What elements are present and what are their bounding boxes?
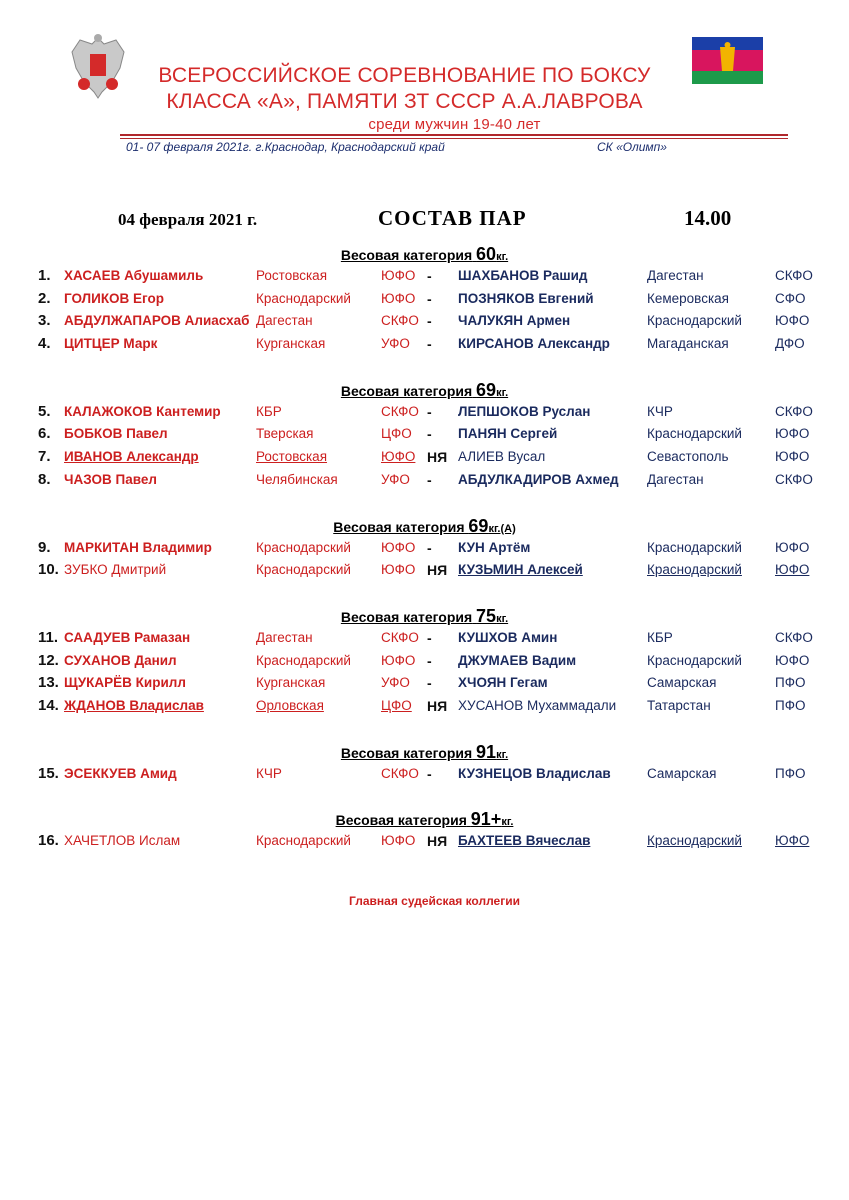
left-boxer-district: ЮФО [381, 290, 416, 306]
right-boxer-district: СКФО [775, 268, 813, 283]
category-header [0, 515, 849, 537]
left-boxer-name: АБДУЛЖАПАРОВ Алиасхаб [64, 313, 250, 329]
category-unit: кг. [496, 386, 509, 399]
bout-separator: НЯ [427, 697, 448, 714]
right-boxer-name: КУЗЬМИН Алексей [458, 562, 583, 578]
left-boxer-district: УФО [381, 471, 410, 487]
right-boxer-region: КЧР [647, 403, 673, 419]
bout-number: 16. [38, 832, 59, 850]
doc-title: СОСТАВ ПАР [378, 206, 527, 230]
bout-separator: НЯ [427, 449, 448, 466]
left-boxer-name: ГОЛИКОВ Егор [64, 290, 164, 306]
category-weight: 69 [468, 515, 489, 536]
category-header [0, 741, 849, 763]
right-boxer-district: ЮФО [775, 833, 810, 849]
left-boxer-district: СКФО [381, 313, 419, 329]
bout-separator: - [427, 675, 432, 692]
bout-number: 1. [38, 267, 51, 284]
venue: СК «Олимп» [597, 140, 667, 154]
right-boxer-district: ЮФО [775, 313, 810, 329]
right-boxer-name: АБДУЛКАДИРОВ Ахмед [458, 471, 619, 487]
bout-row [0, 401, 849, 424]
right-boxer-region: Дагестан [647, 268, 704, 283]
bout-row [0, 830, 849, 853]
left-boxer-name: ХАЧЕТЛОВ Ислам [64, 833, 181, 849]
bout-number: 8. [38, 470, 51, 488]
bout-row [0, 627, 849, 650]
right-boxer-name: ПАНЯН Сергей [458, 426, 558, 442]
right-boxer-region: Краснодарский [647, 562, 742, 578]
bout-separator: НЯ [427, 833, 448, 850]
category-unit: кг. [496, 612, 509, 625]
bout-separator: - [427, 336, 432, 353]
bout-number: 4. [38, 335, 51, 353]
bout-row [0, 763, 849, 786]
right-boxer-name: АЛИЕВ Вусал [458, 449, 546, 465]
category-unit: кг. [501, 816, 514, 829]
bout-separator: - [427, 290, 432, 307]
left-boxer-district: УФО [381, 336, 410, 352]
left-boxer-region: Ростовская [256, 449, 328, 465]
bout-separator: - [427, 268, 432, 284]
right-boxer-region: Краснодарский [647, 313, 742, 329]
right-boxer-district: ПФО [775, 675, 806, 691]
category-weight: 91 [476, 741, 497, 762]
right-boxer-region: Кемеровская [647, 290, 729, 306]
right-boxer-name: КИРСАНОВ Александр [458, 336, 610, 352]
category-header [0, 605, 849, 627]
right-boxer-name: ПОЗНЯКОВ Евгений [458, 290, 594, 306]
category-weight: 60 [476, 244, 497, 264]
bout-separator: - [427, 539, 432, 556]
category-label: Весовая категория [333, 518, 465, 535]
left-boxer-district: СКФО [381, 403, 419, 419]
left-boxer-name: ЭСЕККУЕВ Амид [64, 765, 177, 781]
bout-separator: - [427, 765, 432, 782]
category-unit: кг. [496, 748, 509, 761]
bout-row [0, 288, 849, 311]
right-boxer-name: ЛЕПШОКОВ Руслан [458, 403, 591, 419]
bout-row [0, 310, 849, 333]
left-boxer-region: Дагестан [256, 313, 313, 329]
category-label: Весовая категория [340, 247, 473, 263]
bout-row [0, 695, 849, 718]
left-boxer-district: СКФО [381, 629, 419, 645]
right-boxer-region: Краснодарский [647, 652, 742, 668]
right-boxer-name: ЧАЛУКЯН Армен [458, 313, 571, 329]
left-boxer-region: КЧР [256, 765, 282, 781]
bout-number: 9. [38, 538, 51, 556]
left-boxer-name: МАРКИТАН Владимир [64, 539, 212, 555]
left-boxer-region: Краснодарский [256, 290, 351, 306]
divider [120, 138, 788, 139]
left-boxer-district: УФО [381, 675, 410, 691]
bouts-list [0, 243, 849, 853]
category-header [0, 808, 849, 830]
bout-number: 14. [38, 696, 59, 714]
category-label: Весовая категория [340, 608, 473, 625]
right-boxer-district: СКФО [775, 471, 813, 487]
right-boxer-district: ДФО [775, 336, 805, 352]
left-boxer-region: Краснодарский [256, 652, 351, 668]
bout-row [0, 446, 849, 469]
bout-row [0, 333, 849, 356]
bout-number: 12. [38, 651, 59, 669]
bout-separator: - [427, 471, 432, 488]
left-boxer-name: БОБКОВ Павел [64, 426, 168, 442]
left-boxer-name: ЗУБКО Дмитрий [64, 562, 167, 578]
category-label: Весовая категория [340, 382, 473, 399]
left-boxer-district: ЦФО [381, 426, 412, 442]
right-boxer-name: КУЗНЕЦОВ Владислав [458, 765, 611, 781]
left-boxer-name: ЩУКАРЁВ Кирилл [64, 675, 186, 691]
left-boxer-district: СКФО [381, 765, 419, 781]
left-boxer-region: КБР [256, 403, 282, 419]
bout-number: 11. [38, 628, 59, 646]
left-boxer-district: ЮФО [381, 652, 416, 668]
bout-separator: - [427, 313, 432, 330]
right-boxer-district: СКФО [775, 629, 813, 645]
right-boxer-name: ШАХБАНОВ Рашид [458, 268, 588, 283]
right-boxer-region: Краснодарский [647, 539, 742, 555]
right-boxer-district: СФО [775, 290, 806, 306]
category-title [340, 379, 509, 400]
left-boxer-name: ХАСАЕВ Абушамиль [64, 268, 204, 283]
right-boxer-name: КУШХОВ Амин [458, 629, 558, 645]
left-boxer-region: Дагестан [256, 629, 313, 645]
bout-separator: - [427, 403, 432, 420]
bout-separator: - [427, 652, 432, 669]
category-unit: кг.(А) [488, 522, 516, 535]
dates-location: 01- 07 февраля 2021г. г.Краснодар, Краснодарский край [126, 140, 445, 154]
right-boxer-name: ДЖУМАЕВ Вадим [458, 652, 577, 668]
category-title [333, 515, 516, 536]
left-boxer-region: Краснодарский [256, 833, 351, 849]
bout-separator: - [427, 426, 432, 443]
right-boxer-region: КБР [647, 629, 673, 645]
bout-separator: - [427, 629, 432, 646]
left-boxer-region: Орловская [256, 697, 324, 713]
category-title [340, 741, 509, 762]
bout-number: 3. [38, 312, 51, 330]
left-boxer-district: ЮФО [381, 539, 416, 555]
bout-row [0, 559, 849, 582]
left-boxer-region: Челябинская [256, 471, 338, 487]
category-weight: 91+ [470, 809, 502, 830]
bout-number: 5. [38, 402, 51, 420]
bout-number: 2. [38, 289, 51, 307]
bout-number: 7. [38, 448, 51, 466]
left-boxer-name: КАЛАЖОКОВ Кантемир [64, 403, 221, 419]
right-boxer-region: Краснодарский [647, 833, 742, 849]
right-boxer-region: Краснодарский [647, 426, 742, 442]
left-boxer-name: ЖДАНОВ Владислав [64, 697, 204, 713]
left-boxer-district: ЮФО [381, 268, 416, 283]
category-title [335, 809, 514, 830]
left-boxer-name: СААДУЕВ Рамазан [64, 629, 191, 645]
bout-separator: НЯ [427, 562, 448, 579]
footer-signature: Главная судейская коллегии [349, 894, 520, 908]
title-line-1: ВСЕРОССИЙСКОЕ СОРЕВНОВАНИЕ ПО БОКСУ [158, 64, 651, 87]
right-boxer-name: КУН Артём [458, 539, 531, 555]
bout-row [0, 265, 849, 288]
left-boxer-name: СУХАНОВ Данил [64, 652, 177, 668]
right-boxer-region: Самарская [647, 765, 717, 781]
left-boxer-district: ЮФО [381, 833, 416, 849]
left-boxer-region: Тверская [256, 426, 314, 442]
right-boxer-district: ЮФО [775, 562, 810, 578]
left-boxer-region: Ростовская [256, 268, 328, 283]
right-boxer-district: ПФО [775, 697, 806, 713]
category-header [0, 243, 849, 265]
left-boxer-region: Краснодарский [256, 539, 351, 555]
left-boxer-name: ЧАЗОВ Павел [64, 471, 157, 487]
right-boxer-district: ЮФО [775, 426, 810, 442]
category-weight: 75 [476, 605, 497, 626]
doc-date: 04 февраля 2021 г. [118, 210, 258, 229]
left-boxer-region: Краснодарский [256, 562, 351, 578]
category-weight: 69 [476, 379, 497, 400]
left-boxer-district: ЮФО [381, 562, 416, 578]
right-boxer-region: Дагестан [647, 471, 704, 487]
category-unit: кг. [496, 251, 509, 263]
category-label: Весовая категория [335, 812, 467, 829]
right-boxer-name: ХЧОЯН Гегам [458, 675, 548, 691]
right-boxer-district: ЮФО [775, 539, 810, 555]
right-boxer-district: ПФО [775, 765, 806, 781]
left-boxer-district: ЮФО [381, 449, 416, 465]
right-boxer-district: ЮФО [775, 449, 810, 465]
bout-number: 6. [38, 425, 51, 443]
category-title [340, 605, 509, 626]
subtitle: среди мужчин 19-40 лет [368, 116, 541, 133]
right-boxer-name: ХУСАНОВ Мухаммадали [458, 697, 617, 713]
bout-number: 10. [38, 561, 59, 579]
right-boxer-district: ЮФО [775, 652, 810, 668]
left-boxer-name: ЦИТЦЕР Марк [64, 336, 158, 352]
category-header [0, 379, 849, 401]
bout-row [0, 469, 849, 492]
divider [120, 134, 788, 136]
category-title [340, 244, 509, 264]
left-boxer-region: Курганская [256, 336, 326, 352]
left-boxer-district: ЦФО [381, 697, 412, 713]
right-boxer-region: Самарская [647, 675, 717, 691]
bout-row [0, 650, 849, 673]
right-boxer-region: Магаданская [647, 336, 729, 352]
bout-row [0, 423, 849, 446]
left-boxer-name: ИВАНОВ Александр [64, 449, 199, 465]
title-line-2: КЛАССА «А», ПАМЯТИ ЗТ СССР А.А.ЛАВРОВА [166, 90, 643, 113]
right-boxer-name: БАХТЕЕВ Вячеслав [458, 833, 591, 849]
right-boxer-region: Татарстан [647, 697, 711, 713]
doc-time: 14.00 [684, 206, 732, 230]
right-boxer-district: СКФО [775, 403, 813, 419]
bout-row [0, 672, 849, 695]
right-boxer-region: Севастополь [647, 449, 729, 465]
bout-row [0, 537, 849, 560]
bout-number: 13. [38, 674, 59, 692]
bout-number: 15. [38, 764, 59, 782]
left-boxer-region: Курганская [256, 675, 326, 691]
category-label: Весовая категория [340, 744, 473, 761]
